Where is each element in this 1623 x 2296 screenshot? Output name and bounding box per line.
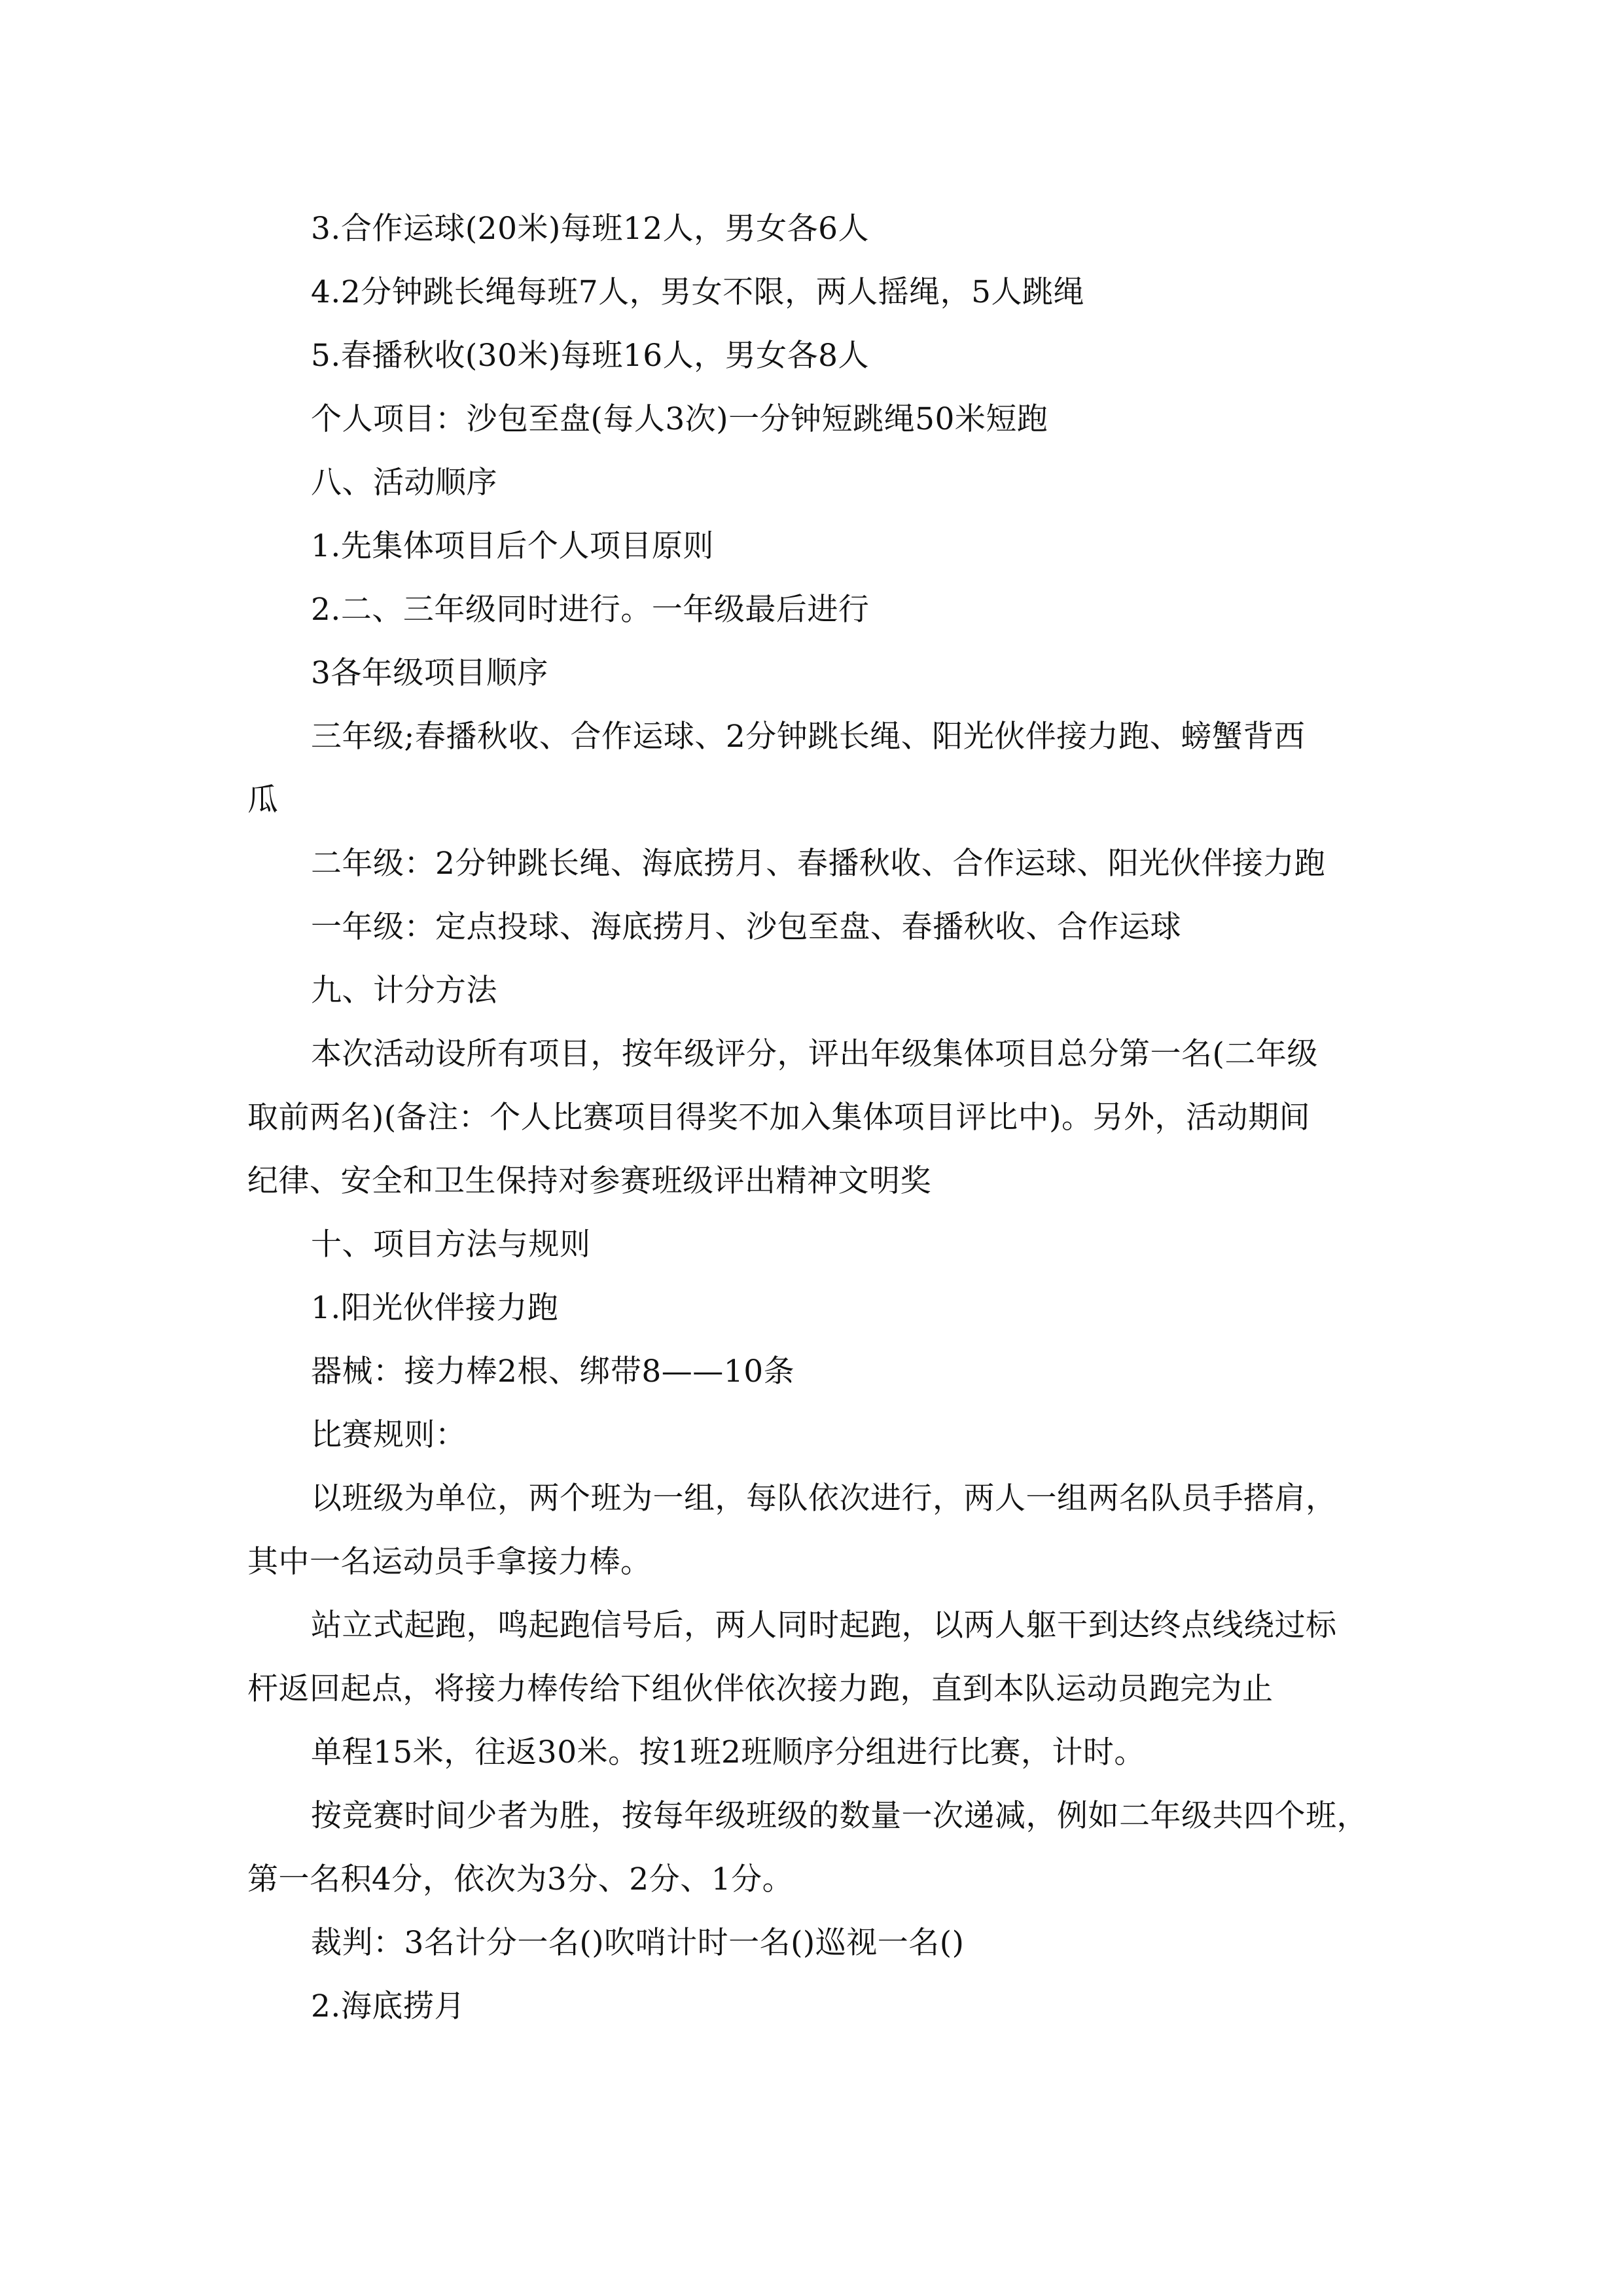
heading-nine: 九、计分方法: [311, 973, 497, 1009]
text-line-24: 杆返回起点，将接力棒传给下组伙伴依次接力跑，直到本队运动员跑完为止: [247, 1671, 1274, 1707]
text-line-18: 1.阳光伙伴接力跑: [311, 1290, 559, 1326]
text-line-27: 第一名积4分，依次为3分、2分、1分。: [247, 1861, 794, 1897]
text-line-10: 瓜: [247, 782, 279, 818]
text-line-01: 3.合作运球(20米)每班12人，男女各6人: [311, 211, 870, 247]
heading-ten: 十、项目方法与规则: [311, 1227, 591, 1263]
text-line-26: 按竞赛时间少者为胜，按每年级班级的数量一次递减，例如二年级共四个班，: [311, 1798, 1368, 1834]
text-line-11: 二年级：2分钟跳长绳、海底捞月、春播秋收、合作运球、阳光伙伴接力跑: [311, 846, 1326, 882]
text-line-23: 站立式起跑，鸣起跑信号后，两人同时起跑，以两人躯干到达终点线绕过标: [311, 1607, 1337, 1643]
text-line-04: 个人项目：沙包至盘(每人3次)一分钟短跳绳50米短跑: [311, 401, 1048, 437]
text-line-16: 纪律、安全和卫生保持对参赛班级评出精神文明奖: [247, 1163, 931, 1199]
text-line-22: 其中一名运动员手拿接力棒。: [247, 1544, 652, 1580]
text-line-02: 4.2分钟跳长绳每班7人，男女不限，两人摇绳，5人跳绳: [311, 274, 1085, 310]
text-line-08: 3各年级项目顺序: [311, 655, 548, 691]
text-line-03: 5.春播秋收(30米)每班16人，男女各8人: [311, 338, 870, 374]
text-line-25: 单程15米，往返30米。按1班2班顺序分组进行比赛，计时。: [311, 1734, 1145, 1770]
text-line-07: 2.二、三年级同时进行。一年级最后进行: [311, 592, 870, 628]
text-line-21: 以班级为单位，两个班为一组，每队依次进行，两人一组两名队员手搭肩，: [311, 1480, 1337, 1516]
text-line-20: 比赛规则：: [311, 1417, 467, 1453]
text-line-15: 取前两名)(备注：个人比赛项目得奖不加入集体项目评比中)。另外，活动期间: [247, 1100, 1311, 1136]
text-line-28: 裁判：3名计分一名()吹哨计时一名()巡视一名(): [311, 1925, 965, 1961]
text-line-19: 器械：接力棒2根、绑带8——10条: [311, 1354, 795, 1390]
heading-eight: 八、活动顺序: [311, 465, 497, 501]
text-line-14: 本次活动设所有项目，按年级评分，评出年级集体项目总分第一名(二年级: [311, 1036, 1318, 1072]
text-line-06: 1.先集体项目后个人项目原则: [311, 528, 714, 564]
text-line-29: 2.海底捞月: [311, 1988, 465, 2024]
text-line-09: 三年级;春播秋收、合作运球、2分钟跳长绳、阳光伙伴接力跑、螃蟹背西: [311, 719, 1306, 755]
text-line-12: 一年级：定点投球、海底捞月、沙包至盘、春播秋收、合作运球: [311, 909, 1181, 945]
